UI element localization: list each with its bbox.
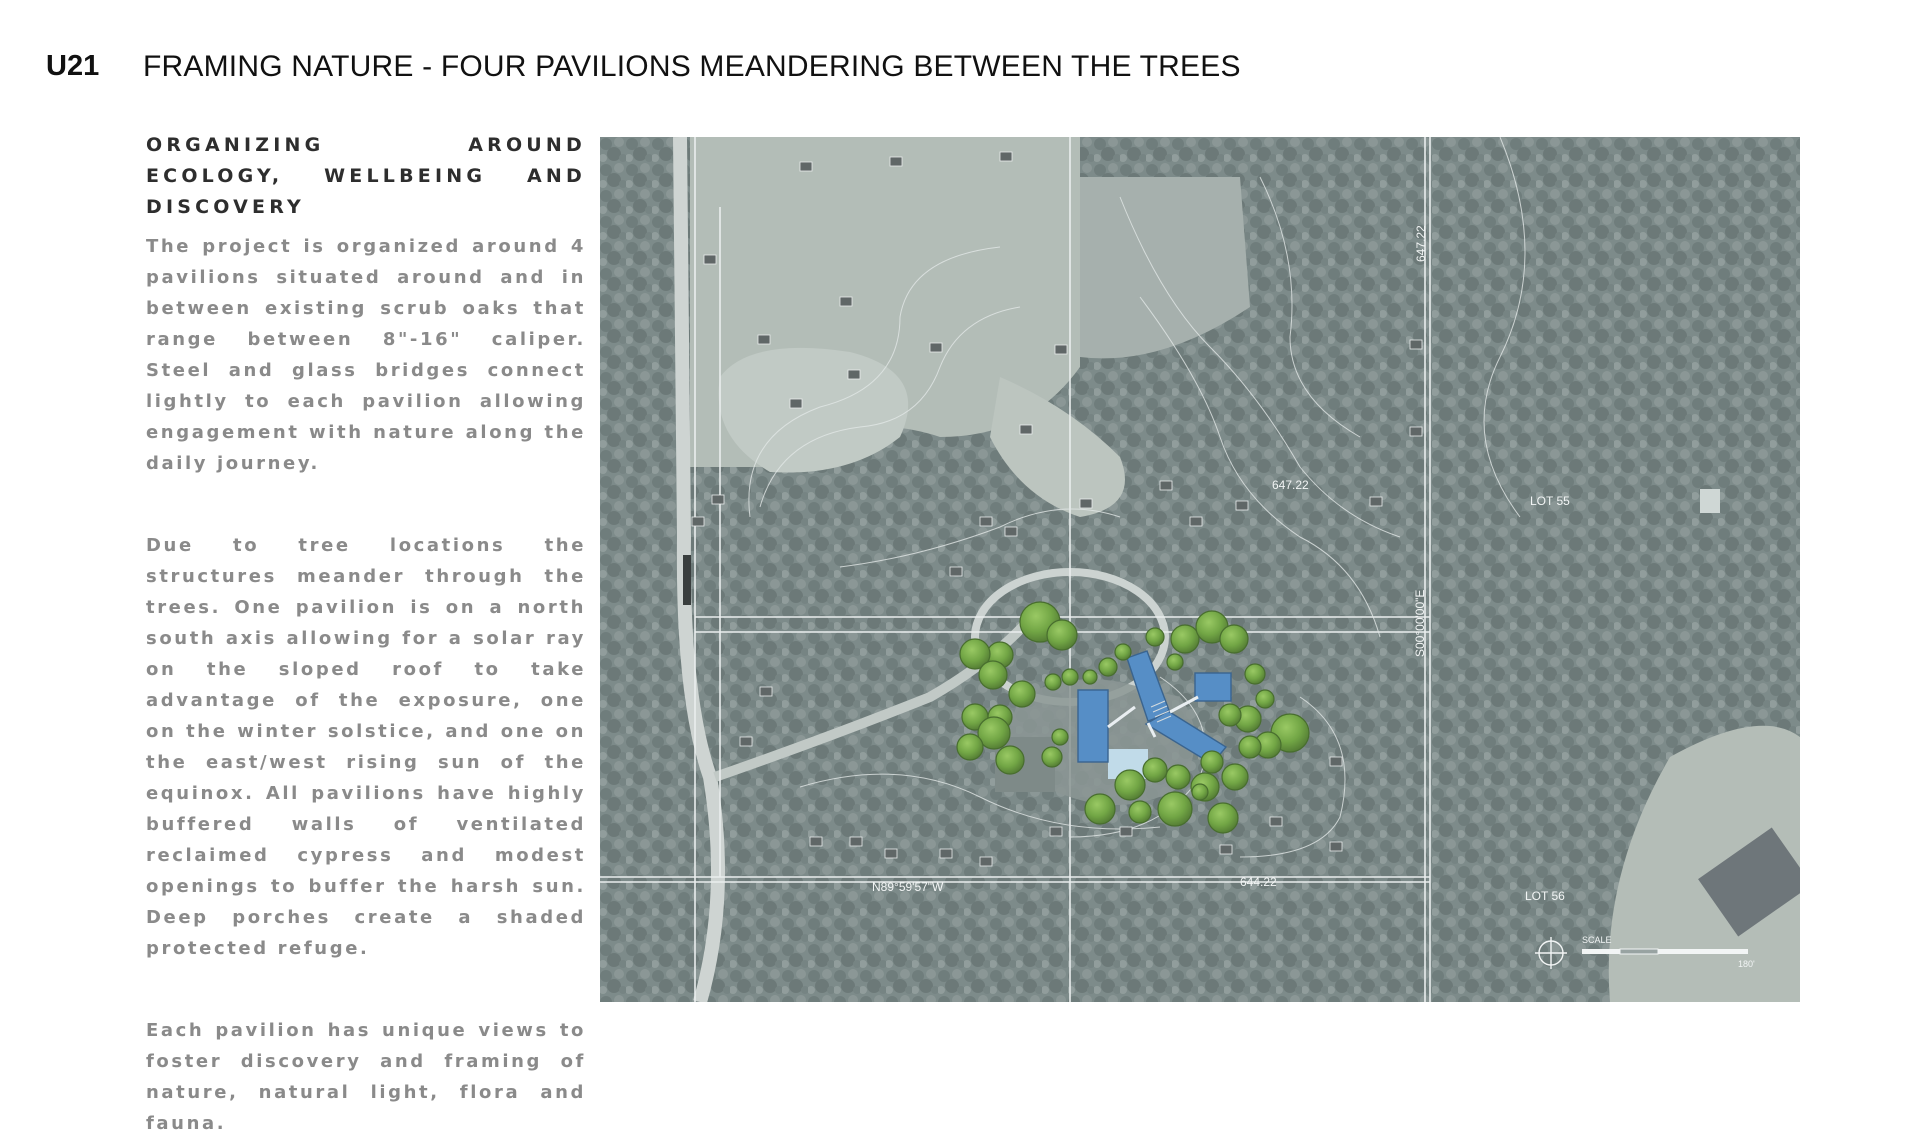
sheet-code: U21 <box>46 50 100 82</box>
dimension-top: 647.22 <box>1272 478 1309 492</box>
site-plan-drawing <box>600 137 1800 1002</box>
section-subheading: ORGANIZING AROUND ECOLOGY, WELLBEING AND DISCOVERY <box>146 134 586 218</box>
south-bearing: N89°59'57"W <box>872 880 944 894</box>
paragraph-views: Each pavilion has unique views to foster discovery and framing of nature, natural light, flora and fauna. <box>146 1020 586 1134</box>
scale-label: SCALE <box>1582 935 1612 945</box>
dimension-bottom: 644.22 <box>1240 875 1277 889</box>
lot-north-label: LOT 55 <box>1530 494 1570 508</box>
lot-south-label: LOT 56 <box>1525 889 1565 903</box>
scale-unit: 180' <box>1738 959 1755 969</box>
east-bearing: S00°00'00"E <box>1413 589 1427 657</box>
paragraph-orientation: Due to tree locations the structures meander through the trees. One pavilion is on a north south axis allowing for a solar ray on the sloped roof to take advantage of the exposure, one on the winter solstice, and one on the east/west rising sun of the equinox. All pavilions have highly buffered walls of ventilated reclaimed cypress and modest openings to buffer the harsh sun. Deep porches create a shaded protected refuge. <box>146 535 586 959</box>
narrative-column <box>146 130 586 1139</box>
aerial-wash <box>600 137 1800 1002</box>
paragraph-organization: The project is organized around 4 pavilions situated around and in between existing scrub oaks that range between 8"-16" caliper. Steel and glass bridges connect lightly to each pavilion allowing engagement with nature along the daily journey. <box>146 236 586 474</box>
site-plan-aerial <box>600 137 1800 1002</box>
east-dimension: 647.22 <box>1414 225 1428 262</box>
sheet-title: FRAMING NATURE - FOUR PAVILIONS MEANDERING BETWEEN THE TREES <box>143 50 1241 83</box>
